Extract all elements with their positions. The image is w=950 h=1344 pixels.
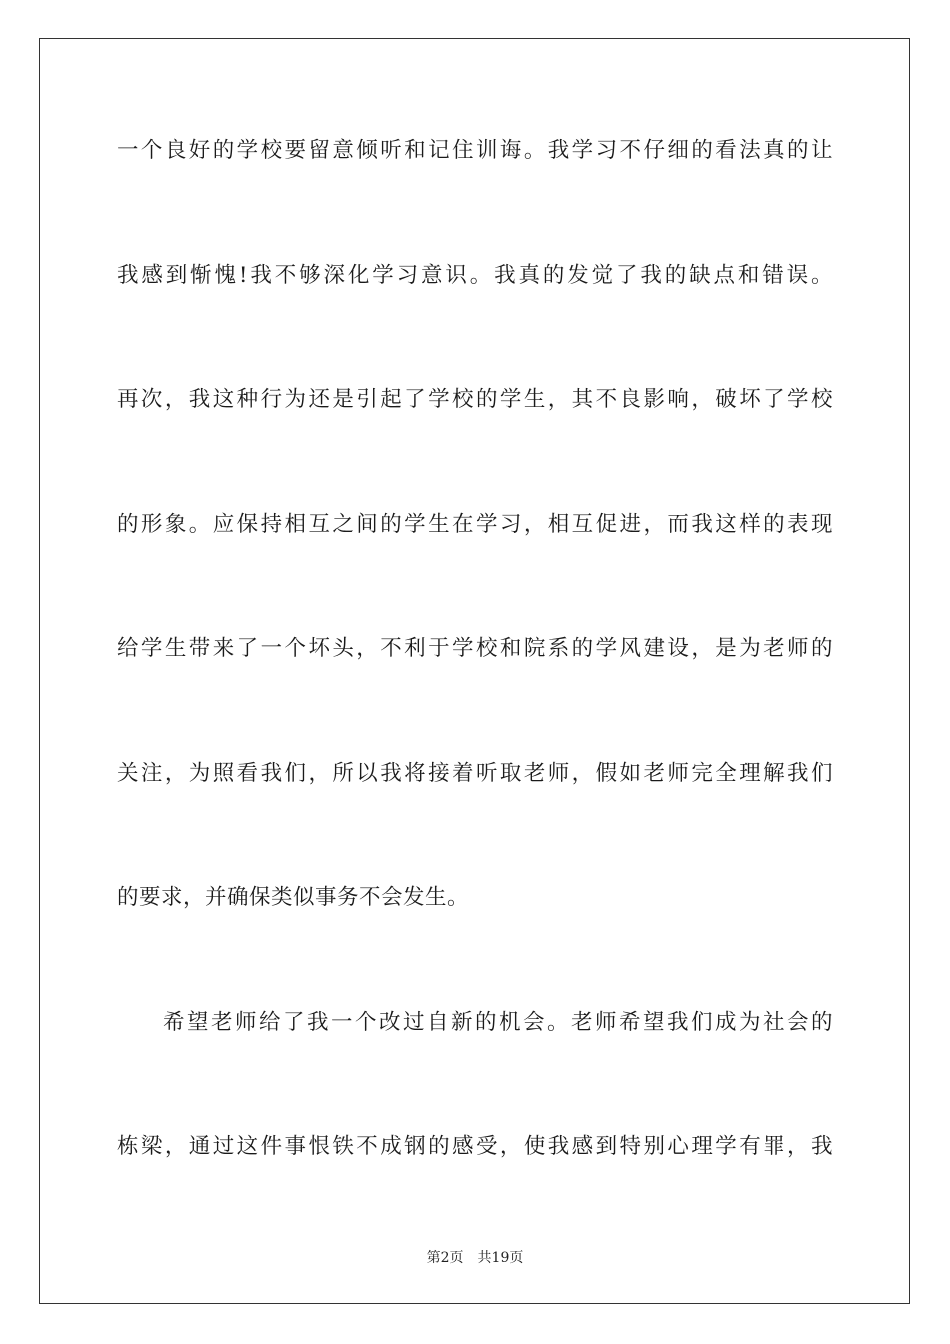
document-body [117, 127, 833, 1248]
text-line: 一个良好的学校要留意倾听和记住训诲。我学习不仔细的看法真的让 [117, 138, 833, 163]
text-line: 的形象。应保持相互之间的学生在学习，相互促进，而我这样的表现 [117, 511, 833, 537]
text-line: 给学生带来了一个坏头，不利于学校和院系的学风建设，是为老师的 [117, 636, 833, 661]
page-number: 第2页 [426, 1250, 464, 1266]
text-line: 我感到惭愧!我不够深化学习意识。我真的发觉了我的缺点和错误。 [117, 262, 833, 288]
paragraph-first-line: 希望老师给了我一个改过自新的机会。老师希望我们成为社会的 [163, 1009, 833, 1035]
page-footer [0, 1247, 950, 1267]
text-line: 再次，我这种行为还是引起了学校的学生，其不良影响，破坏了学校 [117, 387, 833, 412]
text-line: 关注，为照看我们，所以我将接着听取老师，假如老师完全理解我们 [117, 760, 833, 786]
text-line: 的要求，并确保类似事务不会发生。 [117, 885, 470, 910]
text-line: 栋梁，通过这件事恨铁不成钢的感受，使我感到特别心理学有罪，我 [117, 1134, 833, 1159]
page-total: 共19页 [477, 1250, 524, 1266]
